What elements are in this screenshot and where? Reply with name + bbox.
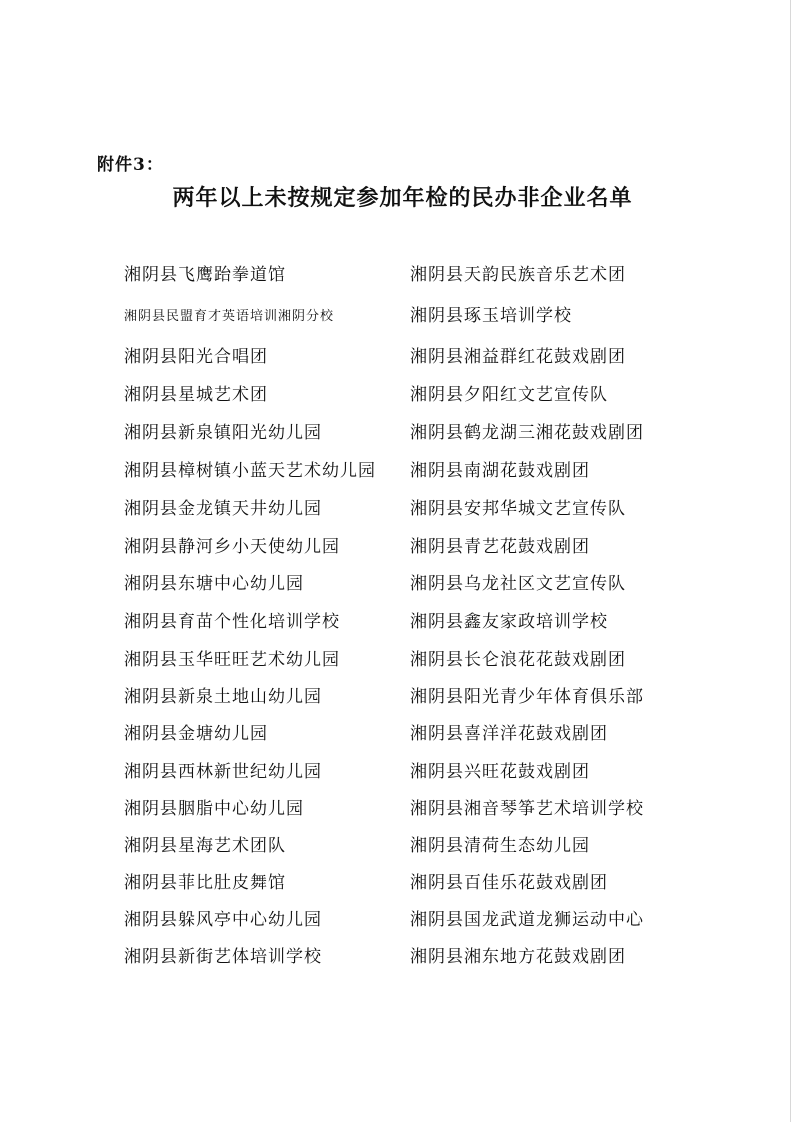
list-item: 湘阴县胭脂中心幼儿园 (124, 799, 304, 819)
scan-edge-line (790, 0, 791, 1122)
list-item: 湘阴县湘东地方花鼓戏剧团 (410, 947, 626, 967)
list-item: 湘阴县东塘中心幼儿园 (124, 574, 304, 594)
document-title: 两年以上未按规定参加年检的民办非企业名单 (172, 185, 633, 211)
list-item: 湘阴县湘益群红花鼓戏剧团 (410, 347, 626, 367)
list-item: 湘阴县飞鹰跆拳道馆 (124, 265, 286, 285)
list-item: 湘阴县金龙镇天井幼儿园 (124, 499, 322, 519)
list-item: 湘阴县新泉镇阳光幼儿园 (124, 423, 322, 443)
list-item: 湘阴县清荷生态幼儿园 (410, 836, 590, 856)
list-item: 湘阴县长仑浪花花鼓戏剧团 (410, 650, 626, 670)
list-item: 湘阴县阳光合唱团 (124, 347, 268, 367)
list-item: 湘阴县喜洋洋花鼓戏剧团 (410, 724, 608, 744)
list-item: 湘阴县百佳乐花鼓戏剧团 (410, 873, 608, 893)
list-item: 湘阴县玉华旺旺艺术幼儿园 (124, 650, 340, 670)
list-item: 湘阴县新街艺体培训学校 (124, 947, 322, 967)
list-item: 湘阴县阳光青少年体育俱乐部 (410, 687, 644, 707)
list-item: 湘阴县南湖花鼓戏剧团 (410, 461, 590, 481)
list-item: 湘阴县乌龙社区文艺宣传队 (410, 574, 626, 594)
list-item: 湘阴县琢玉培训学校 (410, 306, 572, 326)
list-item: 湘阴县静河乡小天使幼儿园 (124, 537, 340, 557)
list-item: 湘阴县西林新世纪幼儿园 (124, 762, 322, 782)
list-item: 湘阴县樟树镇小蓝天艺术幼儿园 (124, 461, 376, 481)
attachment-label: 附件3： (97, 155, 164, 175)
list-item: 湘阴县国龙武道龙狮运动中心 (410, 910, 644, 930)
list-item: 湘阴县天韵民族音乐艺术团 (410, 265, 626, 285)
list-item: 湘阴县兴旺花鼓戏剧团 (410, 762, 590, 782)
list-item: 湘阴县安邦华城文艺宣传队 (410, 499, 626, 519)
list-item: 湘阴县青艺花鼓戏剧团 (410, 537, 590, 557)
list-item: 湘阴县育苗个性化培训学校 (124, 612, 340, 632)
list-item: 湘阴县夕阳红文艺宣传队 (410, 385, 608, 405)
list-item: 湘阴县鑫友家政培训学校 (410, 612, 608, 632)
list-item: 湘阴县新泉土地山幼儿园 (124, 687, 322, 707)
list-item: 湘阴县民盟育才英语培训湘阴分校 (124, 309, 335, 324)
list-item: 湘阴县菲比肚皮舞馆 (124, 873, 286, 893)
list-item: 湘阴县星海艺术团队 (124, 836, 286, 856)
list-item: 湘阴县鹤龙湖三湘花鼓戏剧团 (410, 423, 644, 443)
list-item: 湘阴县躲风亭中心幼儿园 (124, 910, 322, 930)
list-item: 湘阴县湘音琴筝艺术培训学校 (410, 799, 644, 819)
list-item: 湘阴县星城艺术团 (124, 385, 268, 405)
list-item: 湘阴县金塘幼儿园 (124, 724, 268, 744)
